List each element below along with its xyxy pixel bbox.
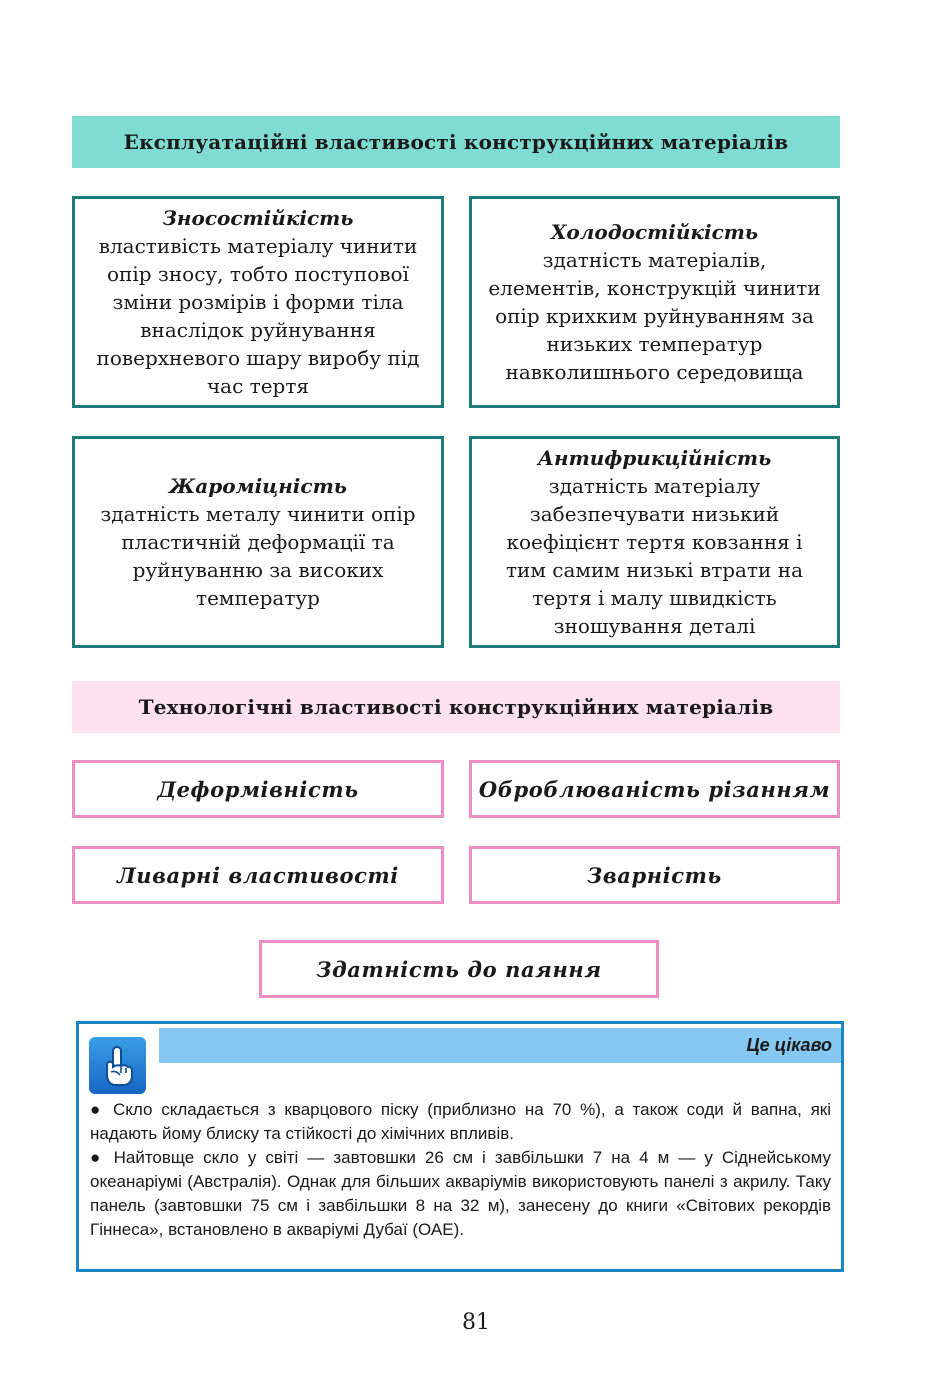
info-box <box>76 1021 844 1272</box>
card-cold-resistance <box>469 196 840 408</box>
technological-properties-heading: Технологічні властивості конструкційних матеріалів <box>72 681 840 733</box>
card-wear-resistance <box>72 196 444 408</box>
pill-weldability: Зварність <box>469 846 840 904</box>
info-box-title: Це цікаво <box>746 1035 832 1055</box>
card-antifriction <box>469 436 840 648</box>
pointing-hand-icon <box>89 1037 146 1094</box>
pill-deformability: Деформівність <box>72 760 444 818</box>
card-term: Антифрикційність <box>537 446 772 470</box>
pill-solderability: Здатність до паяння <box>259 940 659 998</box>
operational-properties-heading: Експлуатаційні властивості конструкційних матеріалів <box>72 116 840 168</box>
card-definition: здатність металу чинити опір пластичній деформації та руйнуванню за високих температур <box>100 502 416 610</box>
info-box-header <box>159 1028 841 1063</box>
card-definition: властивість матеріалу чинити опір зносу, тобто поступової зміни розмірів і форми тіла внаслідок руйнування поверхневого шару виробу під час тертя <box>96 234 420 398</box>
card-definition: здатність матеріалу забезпечувати низький коефіцієнт тертя ковзання і тим самим низькі втрати на тертя і малу швидкість зношування деталі <box>505 474 803 638</box>
page-number: 81 <box>462 1310 490 1335</box>
info-paragraph: ● Найтовще скло у світі — завтовшки 26 см і завбільшки 7 на 4 м — у Сіднейському океанаріумі (Австралія). Однак для більших акваріумів використовують панелі з акрилу. Таку панель (завтовшки 75 см і завбільшки 8 на 32 м), занесену до книги «Світових рекордів Гіннеса», встановлено в акваріумі Дубаї (ОАЕ). <box>90 1148 831 1239</box>
card-heat-resistance <box>72 436 444 648</box>
card-term: Холодостійкість <box>550 220 759 244</box>
pill-casting-properties: Ливарні властивості <box>72 846 444 904</box>
card-definition: здатність матеріалів, елементів, конструкцій чинити опір крихким руйнуванням за низьких температур навколишнього середовища <box>488 248 821 384</box>
info-paragraph: ● Скло складається з кварцового піску (приблизно на 70 %), а також соди й вапна, які надають йому блиску та стійкості до хімічних впливів. <box>90 1100 831 1143</box>
card-term: Зносостійкість <box>162 206 354 230</box>
info-box-text <box>90 1098 831 1242</box>
pill-machinability: Оброблюваність різанням <box>469 760 840 818</box>
card-term: Жароміцність <box>169 474 347 498</box>
